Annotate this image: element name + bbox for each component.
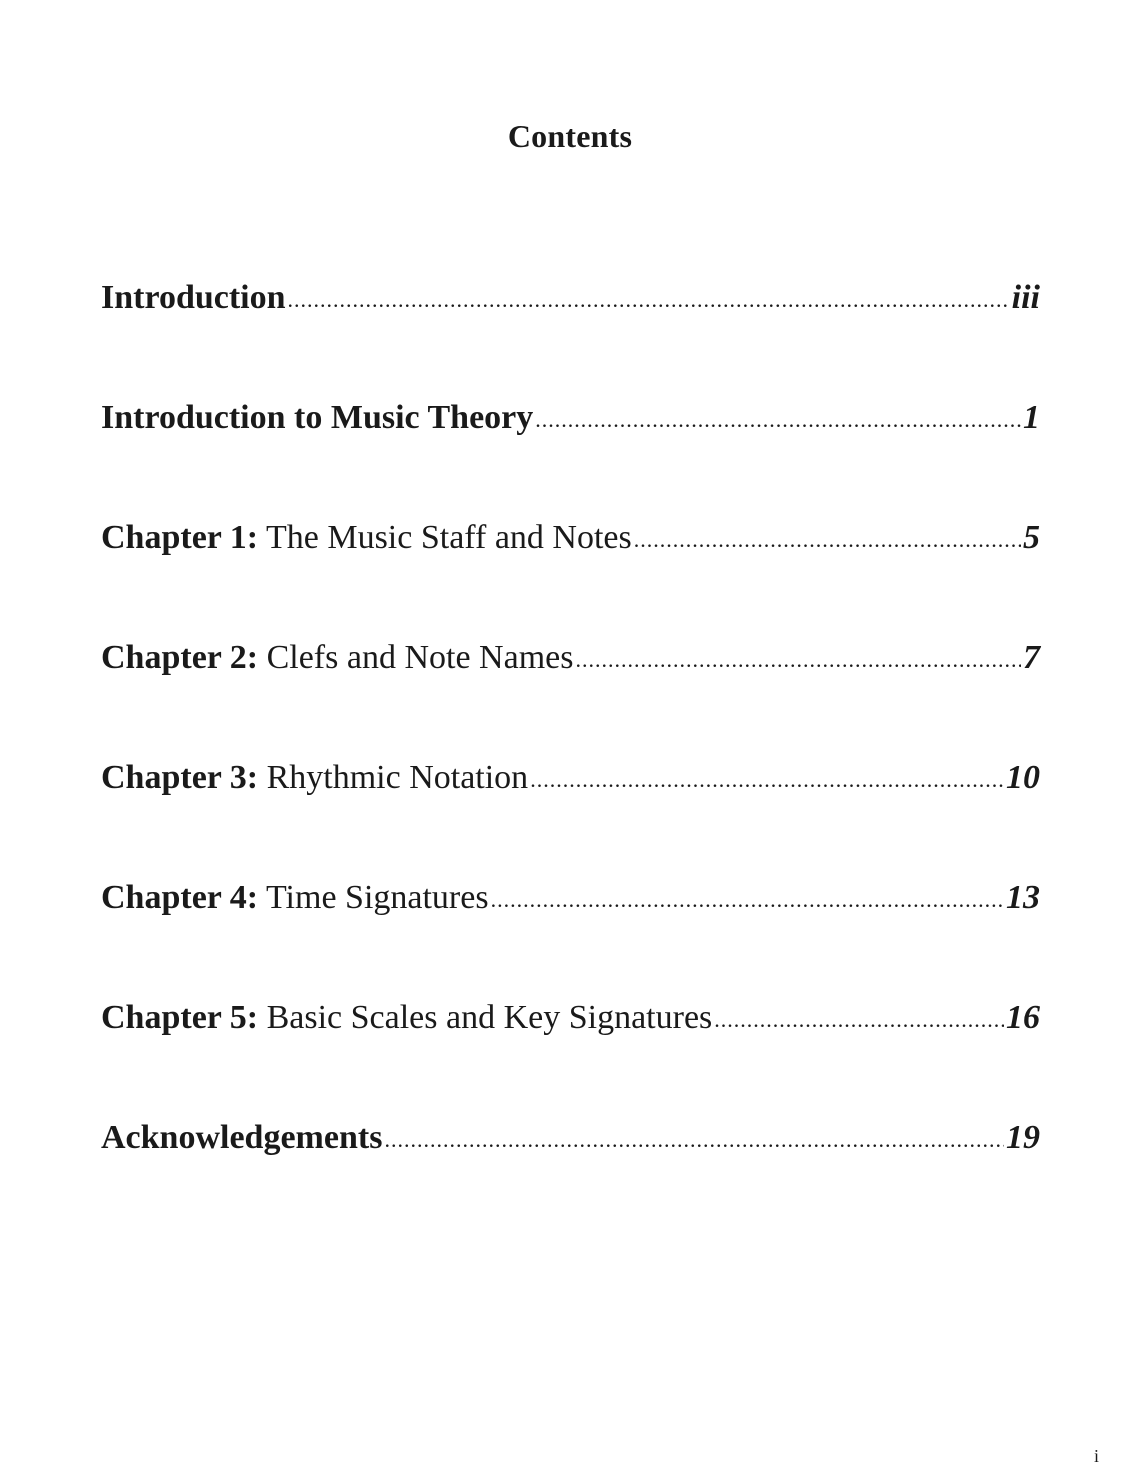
dot-leader [530,754,1004,806]
dot-leader [535,394,1021,446]
toc-entry-title: Basic Scales and Key Signatures [258,999,713,1036]
dot-leader [491,874,1004,926]
toc-entry-title: Time Signatures [258,879,489,916]
toc-entry-label [101,752,528,804]
toc-entry-label [101,992,712,1044]
toc-entry-prefix: Chapter 2: [101,639,259,676]
toc-entry-label [101,1112,382,1164]
toc-entry-title: Clefs and Note Names [258,639,574,676]
table-of-contents [101,272,1040,1232]
toc-entry-prefix: Introduction to Music Theory [101,399,534,436]
toc-entry-prefix: Introduction [101,279,286,316]
toc-entry-prefix: Chapter 5: [101,999,259,1036]
toc-entry-page: 5 [1023,519,1040,556]
toc-entry-label [101,512,632,564]
toc-entry-title: Rhythmic Notation [258,759,529,796]
toc-entry-page: 7 [1023,639,1040,676]
toc-entry-title: The Music Staff and Notes [258,519,632,556]
toc-entry-prefix: Chapter 3: [101,759,259,796]
toc-entry-label [101,392,533,444]
toc-entry-introduction-to-music-theory[interactable] [101,392,1040,444]
toc-entry-page: 19 [1006,1119,1040,1156]
toc-entry-prefix: Chapter 4: [101,879,259,916]
toc-entry-prefix: Chapter 1: [101,519,259,556]
toc-entry-chapter-1[interactable] [101,512,1040,564]
toc-entry-chapter-5[interactable] [101,992,1040,1044]
toc-entry-page: 1 [1023,399,1040,436]
dot-leader [634,514,1021,566]
toc-entry-chapter-4[interactable] [101,872,1040,924]
dot-leader [288,274,1010,326]
toc-entry-label [101,272,286,324]
toc-entry-acknowledgements[interactable] [101,1112,1040,1164]
dot-leader [384,1114,1004,1166]
toc-entry-introduction[interactable] [101,272,1040,324]
dot-leader [575,634,1021,686]
toc-entry-page: 10 [1006,759,1040,796]
toc-entry-chapter-3[interactable] [101,752,1040,804]
toc-entry-page: 16 [1006,999,1040,1036]
toc-entry-chapter-2[interactable] [101,632,1040,684]
toc-entry-label [101,632,573,684]
toc-entry-label [101,872,489,924]
toc-entry-page: 13 [1006,879,1040,916]
page-folio: i [1094,1446,1100,1466]
page-title: Contents [507,118,633,154]
toc-entry-prefix: Acknowledgements [101,1119,383,1156]
dot-leader [714,994,1004,1046]
toc-entry-page: iii [1011,279,1040,316]
